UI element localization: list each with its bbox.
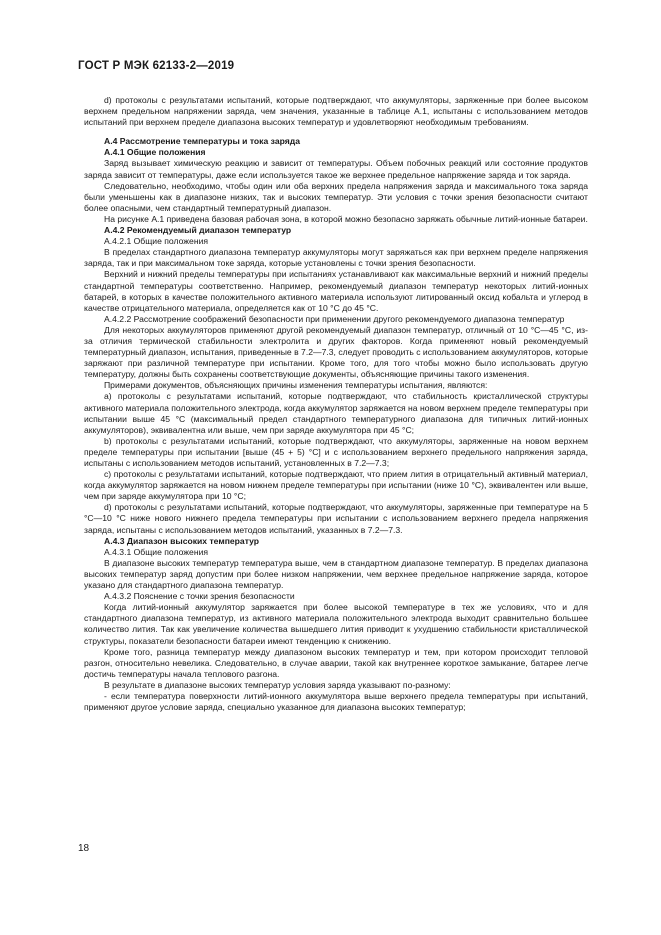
- clause-heading-a421: А.4.2.1 Общие положения: [104, 236, 209, 247]
- page-number: 18: [78, 843, 90, 854]
- list-item-b: b) протоколы с результатами испытаний, которые подтверждают, что аккумуляторы, заряженные на новом верхнем пределе температуры при испытании [выше (45 + 5) °С] и с использованием верхнего предельного напряжения заряда, испытаны с использованием методов испытаний, установленных в 7.2—7.3;: [84, 435, 588, 468]
- paragraph: На рисунке А.1 приведена базовая рабочая зона, в которой можно безопасно заряжать обычные литий-ионные батареи.: [104, 213, 588, 224]
- paragraph: Примерами документов, объясняющих причины изменения температуры испытания, являются:: [104, 380, 488, 391]
- paragraph: Следовательно, необходимо, чтобы один или оба верхних предела напряжения заряда и максимального тока заряда были уменьшены как в диапазоне низких, так и высоких температур. Эти условия с точки зрения безопасности считают более опасными, чем стандартный температурный диапазон.: [84, 180, 588, 213]
- paragraph: Когда литий-ионный аккумулятор заряжается при более высокой температуре в тех же условиях, что и для стандартного диапазона температур, из активного материала положительного электрода выходит сравнительно большее количество лития. Так как увеличение количества вышедшего лития приводит к ухудшению стабильности кристаллической структуры, показатели безопасности батареи имеют тенденцию к снижению.: [84, 602, 588, 646]
- page-header: ГОСТ Р МЭК 62133-2—2019: [78, 60, 235, 72]
- paragraph: В диапазоне высоких температур температура выше, чем в стандартном диапазоне температур. В пределах диапазона высоких температур заряд допустим при более низком напряжении, чем верхнее предельное напряжение заряда, которое указано для стандартного диапазона температур.: [84, 557, 588, 591]
- subsection-heading-a42: А.4.2 Рекомендуемый диапазон температур: [104, 225, 292, 236]
- paragraph: В результате в диапазоне высоких температур условия заряда указывают по-разному:: [104, 679, 451, 690]
- paragraph: Для некоторых аккумуляторов применяют другой рекомендуемый диапазон температур, отличный от 10 °С—45 °С, из-за отличия термической стабильности электролита и других факторов. Когда применяют новый рекомендуемый температурный диапазон, испытания, приведенные в 7.2—7.3, следует проводить с использованием аккумуляторов, которые заряжают при различной температуре при испытании. Кроме того, для того чтобы можно было использовать другую температуру, должны быть сохранены соответствующие документы, объясняющие причины такого изменения.: [84, 324, 588, 380]
- clause-heading-a432: А.4.3.2 Пояснение с точки зрения безопасности: [104, 591, 295, 602]
- paragraph: Верхний и нижний пределы температуры при испытаниях устанавливают как максимальные верхний и нижний пределы стандартной температуры соответственно. Например, рекомендуемый диапазон температур некоторых литий-ионных батарей, в которых в качестве положительного активного материала используют литированный оксид кобальта и углерод в качестве отрицательного материала, определяется как от 10 °С до 45 °С.: [84, 269, 588, 313]
- subsection-heading-a43: А.4.3 Диапазон высоких температур: [104, 535, 260, 546]
- list-item-c: с) протоколы с результатами испытаний, которые подтверждают, что прием лития в отрицательный активный материал, когда аккумулятор заряжается на новом нижнем пределе температуры при испытании (ниже 10 °С), эквивалентен или выше, чем при заряде аккумулятора при 10 °С;: [84, 469, 588, 502]
- clause-heading-a431: А.4.3.1 Общие положения: [104, 546, 209, 557]
- paragraph: Заряд вызывает химическую реакцию и зависит от температуры. Объем побочных реакций или состояние продуктов заряда зависит от температуры, даже если используется такое же верхнее предельное напряжение заряда и ток заряда.: [84, 158, 588, 180]
- list-item-d: d) протоколы с результатами испытаний, которые подтверждают, что аккумуляторы, заряженные при температуре на 5 °С—10 °С ниже нового нижнего предела температуры при испытании с использованием верхнего предела напряжения заряда, испытаны с использованием методов испытаний, указанных в 7.2—7.3.: [84, 502, 588, 535]
- clause-heading-a422: А.4.2.2 Рассмотрение соображений безопасности при применении другого рекомендуемого диапазона температур: [104, 313, 565, 324]
- paragraph-d-previous: d) протоколы с результатами испытаний, которые подтверждают, что аккумуляторы, заряженные при более высоком верхнем предельном напряжении заряда, чем значения, указанные в таблице А.1, испытаны с использованием методов испытаний при верхнем пределе диапазона высоких температур и удовлетворяют необходимым требованиям.: [84, 95, 588, 128]
- paragraph: Кроме того, разница температур между диапазоном высоких температур и тем, при котором происходит тепловой разгон, относительно невелика. Следовательно, в случае аварии, такой как внутреннее короткое замыкание, батарее легче достичь температуры начала теплового разгона.: [84, 646, 588, 679]
- list-item-dash: - если температура поверхности литий-ионного аккумулятора выше верхнего предела температуры при испытаний, применяют другое условие заряда, специально указанное для диапазона высоких температур;: [84, 690, 588, 713]
- section-heading-a4: А.4 Рассмотрение температуры и тока заряда: [104, 136, 300, 147]
- paragraph: В пределах стандартного диапазона температур аккумуляторы могут заряжаться как при верхнем пределе напряжения заряда, так и при максимальном токе заряда, которые установлены с точки зрения безопасности.: [84, 247, 588, 269]
- document-body: [84, 95, 588, 713]
- list-item-a: а) протоколы с результатами испытаний, которые подтверждают, что стабильность кристаллической структуры активного материала положительного электрода, когда аккумулятор заряжается на новом верхнем пределе температуры при испытании выше 45 °С (максимальный предел стандартного температурного диапазона для типичных литий-ионных аккумуляторов), эквивалентна или выше, чем при заряде аккумулятора при 45 °С;: [84, 391, 588, 435]
- subsection-heading-a41: А.4.1 Общие положения: [104, 147, 206, 158]
